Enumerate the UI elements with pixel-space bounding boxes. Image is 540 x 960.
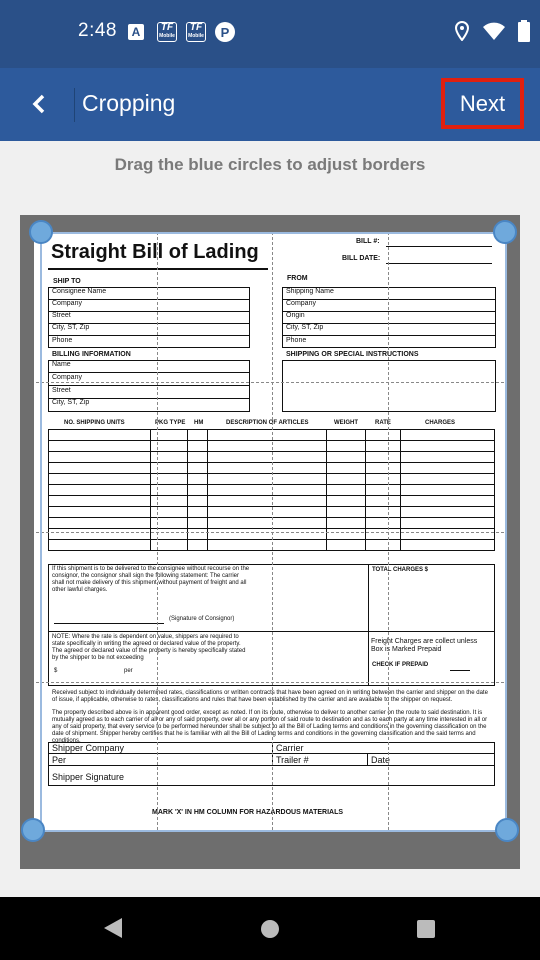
- doc-title: Straight Bill of Lading: [51, 241, 259, 263]
- crop-handle-bottom-left[interactable]: [21, 818, 45, 842]
- tf-mobile-icon: TF Mobile: [157, 22, 177, 42]
- doc-hazardous-note: MARK 'X' IN HM COLUMN FOR HAZARDOUS MATERIALS: [152, 809, 344, 816]
- crop-handle-bottom-right[interactable]: [495, 818, 519, 842]
- instructions-box: [282, 360, 496, 412]
- tf-mobile-icon: TF Mobile: [186, 22, 206, 42]
- nav-recents-icon[interactable]: [416, 919, 436, 939]
- crop-hint: Drag the blue circles to adjust borders: [114, 155, 426, 174]
- nav-back-icon[interactable]: [102, 917, 124, 939]
- doc-billing-heading: BILLING INFORMATION: [52, 351, 131, 358]
- app-bar: [0, 68, 540, 141]
- navigation-bar: [0, 897, 540, 960]
- location-icon: [454, 21, 470, 41]
- from-box: [282, 287, 496, 348]
- nav-home-icon[interactable]: [260, 919, 280, 939]
- wifi-icon: [482, 21, 506, 41]
- page-title: Cropping: [82, 90, 176, 116]
- doc-from-heading: FROM: [287, 275, 308, 282]
- battery-icon: [518, 20, 530, 42]
- crop-guide-horizontal: [36, 532, 504, 533]
- crop-guide-vertical: [157, 232, 158, 830]
- next-button[interactable]: [441, 78, 524, 129]
- crop-handle-top-left[interactable]: [29, 220, 53, 244]
- crop-guide-vertical: [388, 232, 389, 830]
- app-bar-divider: [74, 88, 75, 122]
- doc-bill-date: BILL DATE:: [342, 255, 381, 262]
- crop-guide-vertical: [272, 232, 273, 830]
- doc-ship-to-heading: SHIP TO: [53, 278, 81, 285]
- status-bar: [0, 0, 540, 68]
- crop-handle-top-right[interactable]: [493, 220, 517, 244]
- ship-to-box: [48, 287, 250, 348]
- document-image: Straight Bill of Lading BILL #: BILL DATE: SHIP TO Consignee Name Company Street City, ST, Zip Phone FROM Shipping Name Company Origin City, ST, Zip Phone BILLING INFORMATION Name Company Street City, ST, Zip SHIPPING OR SPECIAL INSTRUCTIONS NO. SHIPPING UNITS PKG TYPE HM DESCRIPTION OF ARTICLES WEIGHT RATE CHARGES If this shipment is to be delivered to the consignee without recourse on the consignor, the consignor shall sign the following statement: The carrier shall not make delivery of this shipment without payment of freight and all other lawful charges. (Signature of Consignor) TOTAL CHARGES $ NOTE: Where the rate is dependent on value, shippers are required to state specifically in writing the agreed or declared value of the property. The agreed or declared value of the property is hereby specifically stated by the shipper to be not exceeding $ per Freight Charges are collect unless Box is Marked Prepaid CHECK IF PREPAID Received subject to individually determined rates, classifications or written contracts that have been agreed on in writing between the carrier and shipper on the date of issue, if applicable, otherwise to rates, classifications and rules that have been established by the carrier and are available to the shipper on request. The property described above is in apparent good order, except as noted. If on its route, otherwise to deliver to another carrier on the route to said destination. It is mutually agreed as to each carrier of all or any of said property, over all or any portion of said route to destination and as to each party at any time interested in all or any of said property, that every service to be performed hereunder shall be subject to all the Bill of Lading terms and conditions in the governing classification on the date of shipment. Shipper hereby certifies that he is familiar with all the Bill of Lading terms and conditions in the governing classification and the said terms and conditions. Shipper Company Carrier Per Trailer # Date Shipper Signature MARK 'X' IN HM COLUMN FOR HAZARDOUS MATERIALS: [34, 232, 506, 830]
- back-arrow-icon: [32, 94, 46, 114]
- doc-bill-no: BILL #:: [356, 238, 380, 245]
- status-time: 2:48: [78, 20, 117, 41]
- p-icon: P: [215, 22, 235, 42]
- a-icon: A: [128, 24, 144, 40]
- crop-guide-horizontal: [36, 682, 504, 683]
- doc-shipping-instructions: SHIPPING OR SPECIAL INSTRUCTIONS: [286, 351, 419, 358]
- crop-guide-horizontal: [36, 382, 504, 383]
- back-button[interactable]: [22, 86, 56, 122]
- next-button-label: Next: [459, 90, 506, 116]
